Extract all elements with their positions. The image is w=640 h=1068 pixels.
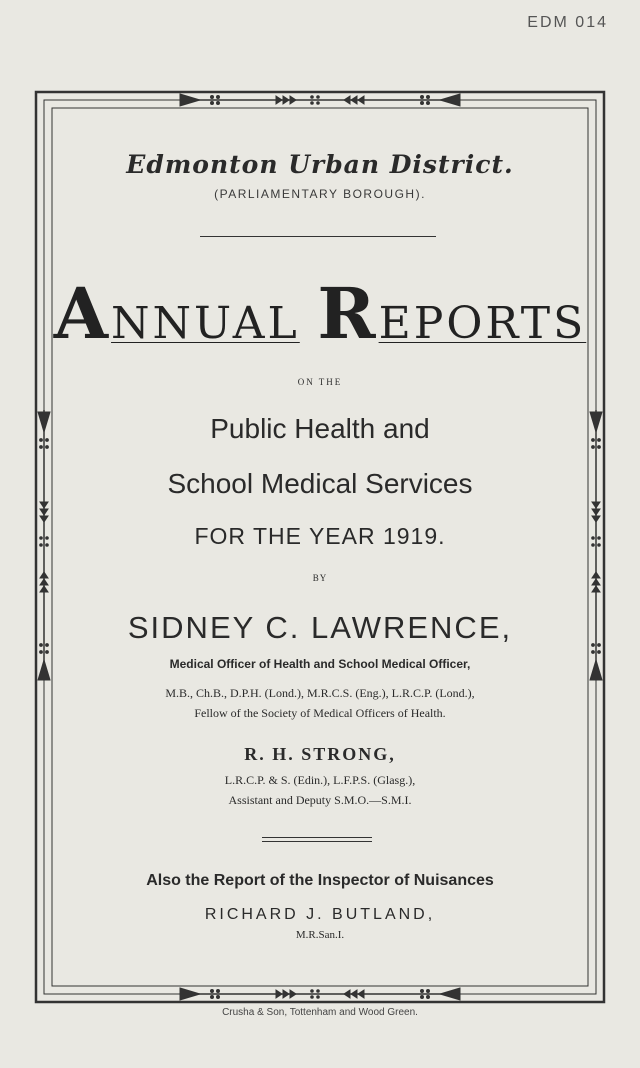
title-word-annual: NNUAL xyxy=(111,298,300,349)
report-title xyxy=(0,272,640,355)
printer-imprint: Crusha & Son, Tottenham and Wood Green. xyxy=(222,1007,418,1018)
assistant-qualifications: L.R.C.P. & S. (Edin.), L.F.P.S. (Glasg.), xyxy=(224,773,416,787)
by-label: BY xyxy=(312,573,328,583)
title-cap-r: R xyxy=(317,272,379,355)
double-rule-bottom xyxy=(262,841,372,842)
district-title: Edmonton Urban District. xyxy=(126,150,514,179)
assistant-role: Assistant and Deputy S.M.O.—S.M.I. xyxy=(228,793,412,807)
subject-line-1: Public Health and xyxy=(210,413,430,444)
author-role: Medical Officer of Health and School Medical Officer, xyxy=(169,657,471,671)
year-line: FOR THE YEAR 1919. xyxy=(194,523,446,549)
inspector-qualifications: M.R.San.I. xyxy=(295,929,345,941)
divider-rule xyxy=(200,236,436,237)
assistant-name: R. H. STRONG, xyxy=(244,744,396,764)
author-fellowship: Fellow of the Society of Medical Officers of Health. xyxy=(194,706,446,720)
double-rule-top xyxy=(262,837,372,838)
inspector-name: RICHARD J. BUTLAND, xyxy=(204,906,436,923)
subject-line-2: School Medical Services xyxy=(167,468,473,499)
borough-subtitle: (PARLIAMENTARY BOROUGH). xyxy=(214,187,426,201)
on-the-label: ON THE xyxy=(297,377,343,387)
top-ornament xyxy=(180,94,460,106)
catalog-mark: EDM 014 xyxy=(527,14,608,31)
author-qualifications: M.B., Ch.B., D.P.H. (Lond.), M.R.C.S. (Eng.), L.R.C.P. (Lond.), xyxy=(165,686,475,700)
author-name: SIDNEY C. LAWRENCE, xyxy=(127,610,513,645)
title-cap-a: A xyxy=(53,272,112,355)
title-word-reports: EPORTS xyxy=(378,298,587,349)
bottom-ornament xyxy=(180,988,460,1000)
also-report-line: Also the Report of the Inspector of Nuisances xyxy=(146,872,494,889)
